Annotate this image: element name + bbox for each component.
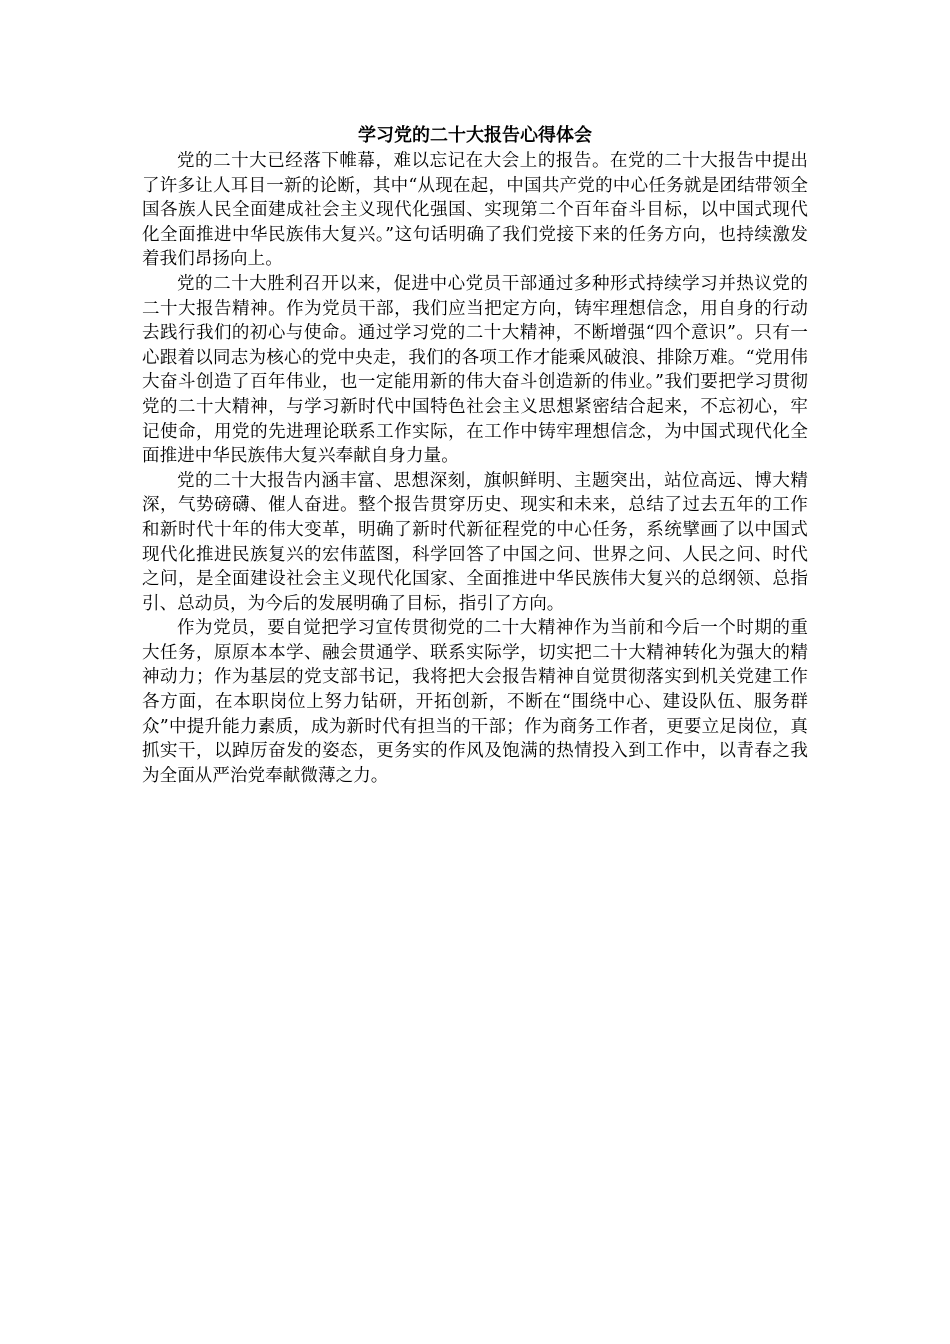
paragraph-2: 党的二十大胜利召开以来，促进中心党员干部通过多种形式持续学习并热议党的二十大报告精神。作为党员干部，我们应当把定方向，铸牢理想信念，用自身的行动去践行我们的初心与使命。通过学习党的二十大精神，不断增强“四个意识”。只有一心跟着以同志为核心的党中央走，我们的各项工作才能乘风破浪、排除万难。“党用伟大奋斗创造了百年伟业，也一定能用新的伟大奋斗创造新的伟业。”我们要把学习贯彻党的二十大精神，与学习新时代中国特色社会主义思想紧密结合起来，不忘初心，牢记使命，用党的先进理论联系工作实际，在工作中铸牢理想信念，为中国式现代化全面推进中华民族伟大复兴奉献自身力量。 (142, 273, 808, 467)
paragraph-4: 作为党员，要自觉把学习宣传贯彻党的二十大精神作为当前和今后一个时期的重大任务，原原本本学、融会贯通学、联系实际学，切实把二十大精神转化为强大的精神动力；作为基层的党支部书记，我将把大会报告精神自觉贯彻落实到机关党建工作各方面，在本职岗位上努力钻研，开拓创新，不断在“围绕中心、建设队伍、服务群众”中提升能力素质，成为新时代有担当的干部；作为商务工作者，更要立足岗位，真抓实干，以踔厉奋发的姿态，更务实的作风及饱满的热情投入到工作中，以青春之我为全面从严治党奉献微薄之力。 (142, 618, 808, 786)
paragraph-1: 党的二十大已经落下帷幕，难以忘记在大会上的报告。在党的二十大报告中提出了许多让人耳目一新的论断，其中“从现在起，中国共产党的中心任务就是团结带领全国各族人民全面建成社会主义现代化强国、实现第二个百年奋斗目标，以中国式现代化全面推进中华民族伟大复兴。”这句话明确了我们党接下来的任务方向，也持续激发着我们昂扬向上。 (142, 151, 808, 270)
document-title: 学习党的二十大报告心得体会 (358, 125, 592, 146)
paragraph-3: 党的二十大报告内涵丰富、思想深刻，旗帜鲜明、主题突出，站位高远、博大精深，气势磅礴、催人奋进。整个报告贯穿历史、现实和未来，总结了过去五年的工作和新时代十年的伟大变革，明确了新时代新征程党的中心任务，系统擘画了以中国式现代化推进民族复兴的宏伟蓝图，科学回答了中国之问、世界之问、人民之问、时代之问，是全面建设社会主义现代化国家、全面推进中华民族伟大复兴的总纲领、总指引、总动员，为今后的发展明确了目标，指引了方向。 (142, 470, 808, 614)
document-body (142, 122, 808, 788)
